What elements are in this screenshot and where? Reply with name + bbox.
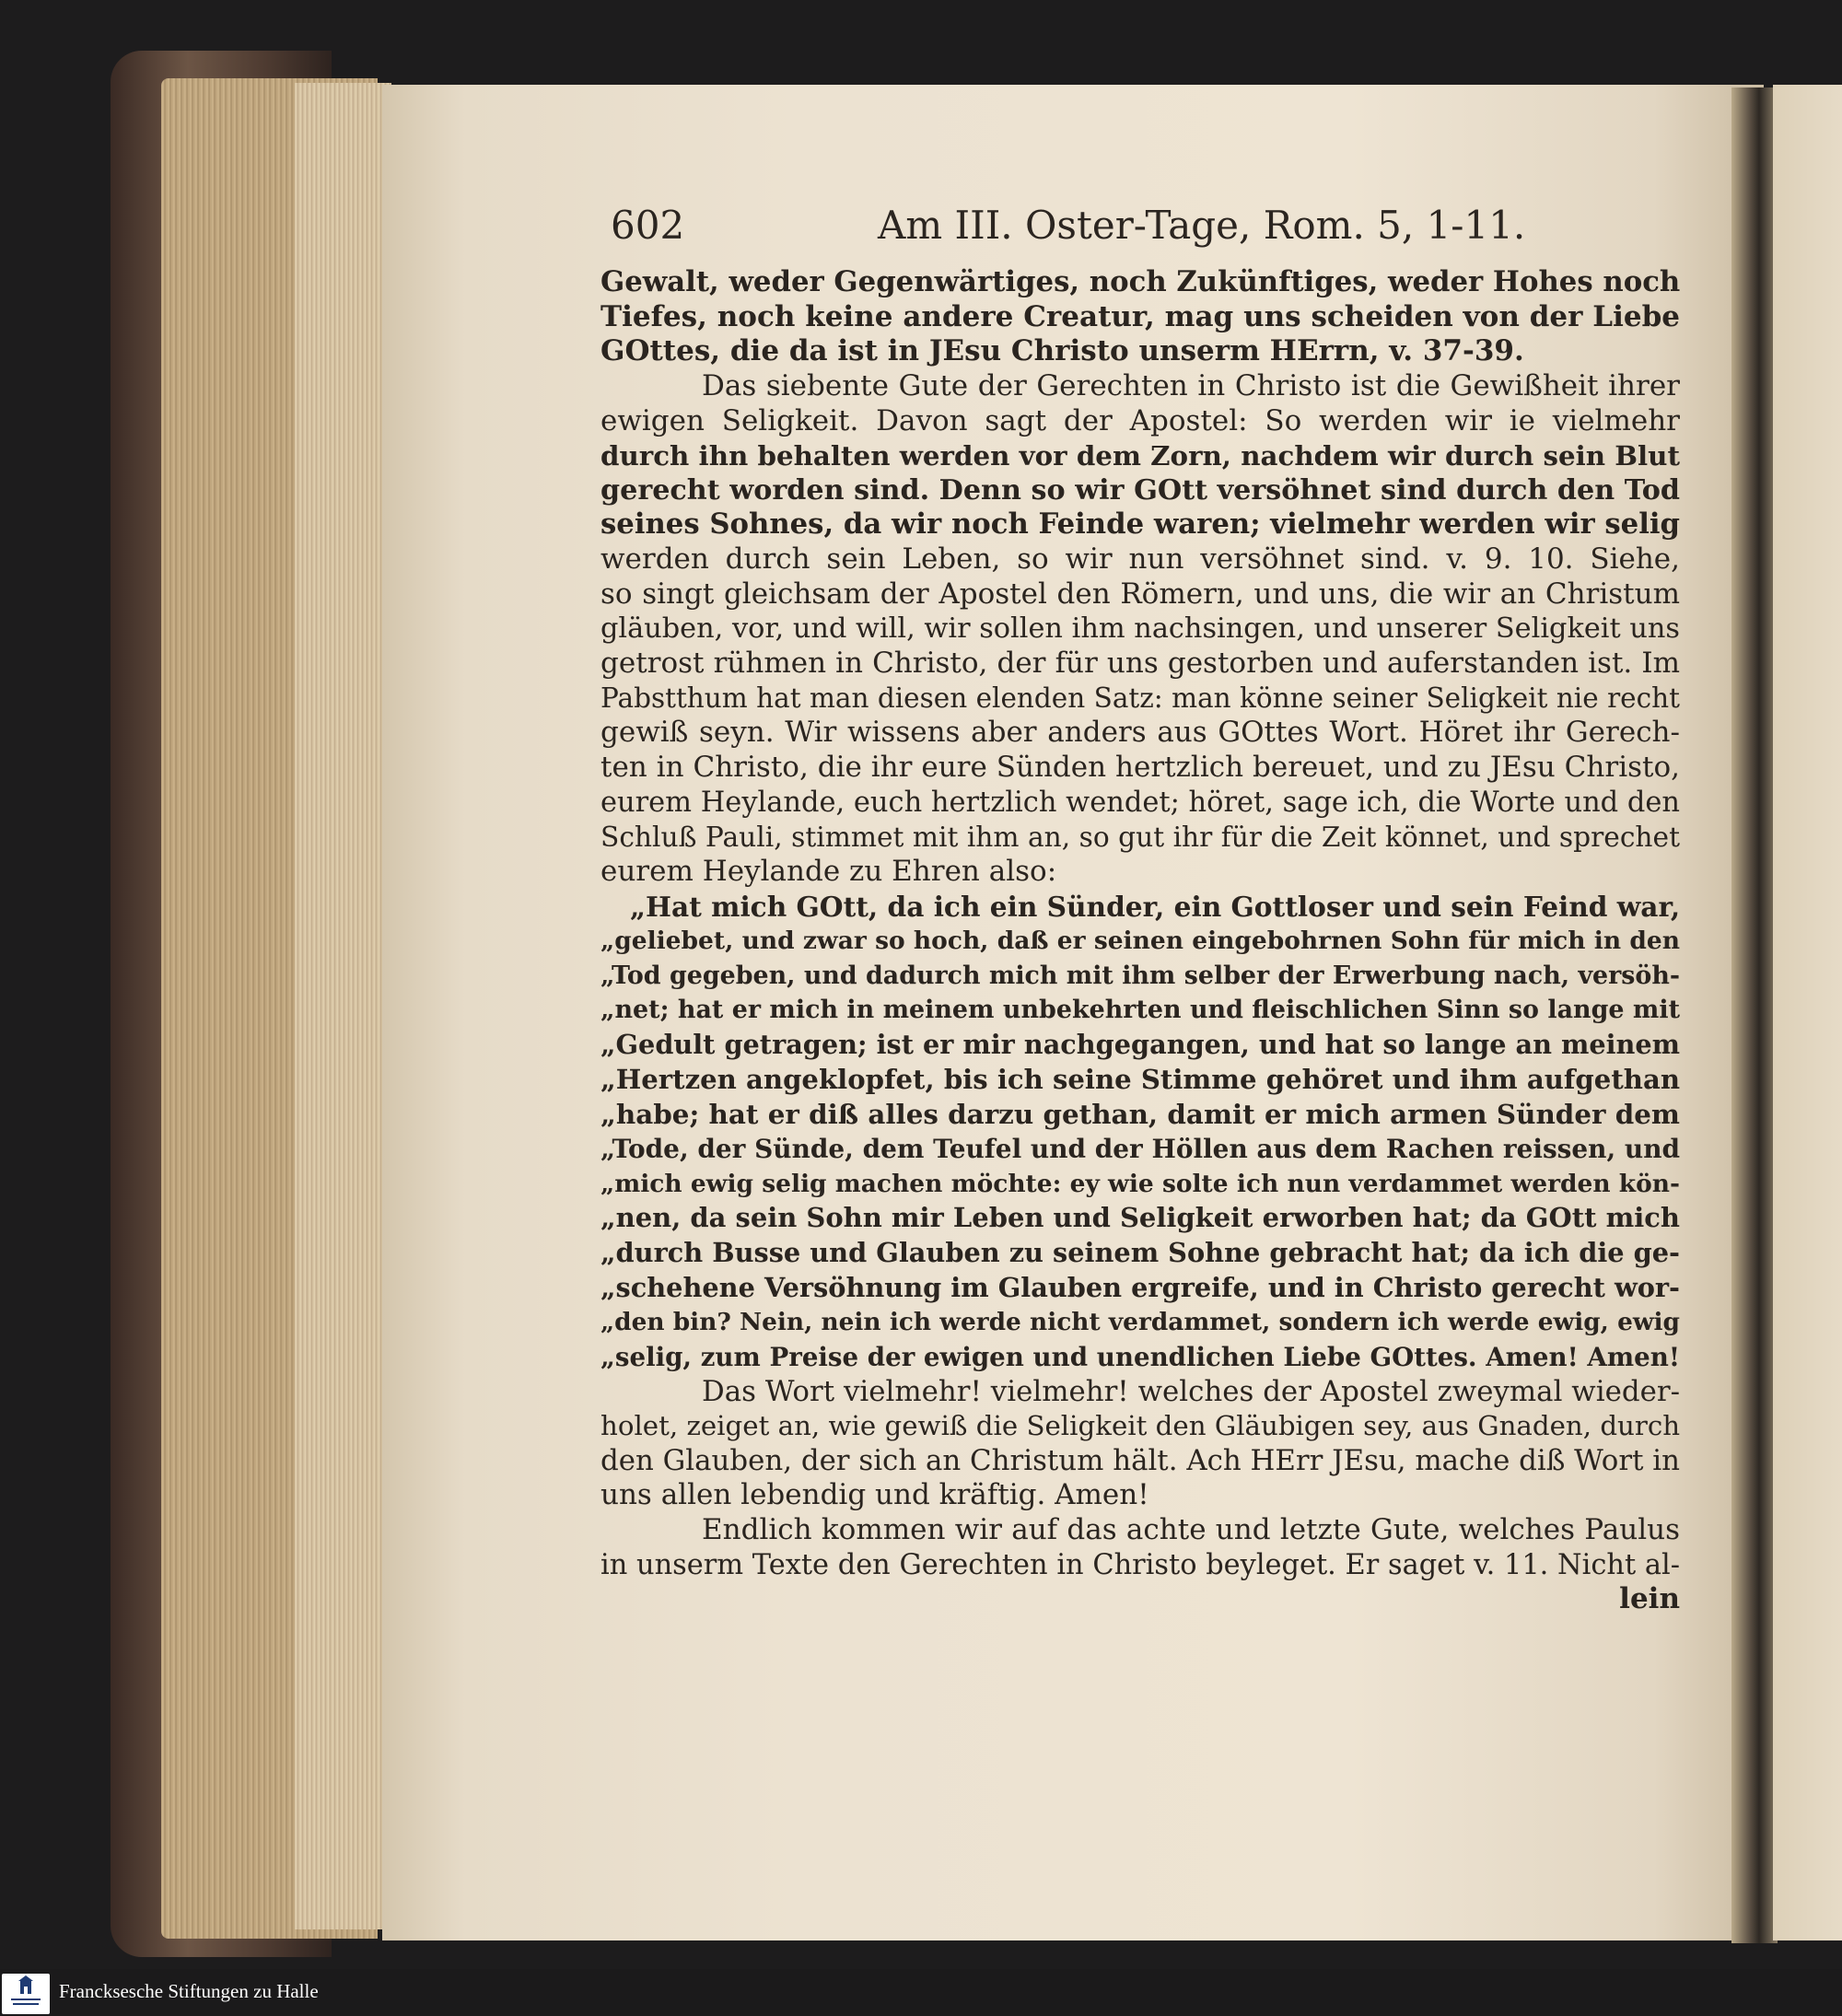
text-line: Schluß Pauli, stimmet mit ihm an, so gut ihr für die Zeit könnet, und sprechet xyxy=(600,821,1680,854)
viewer-footer xyxy=(0,1969,1842,2016)
quote-line: „schehene Versöhnung im Glauben ergreife, und in Christo gerecht wor- xyxy=(600,1271,1680,1303)
quote-line: „geliebet, und zwar so hoch, daß er seinen eingebohrnen Sohn für mich in den xyxy=(600,926,1680,956)
quote-line: „habe; hat er diß alles darzu gethan, damit er mich armen Sünder dem xyxy=(600,1098,1680,1131)
text-line: getrost rühmen in Christo, der für uns gestorben und auferstanden ist. Im xyxy=(600,647,1680,681)
text-line: Gewalt, weder Gegenwärtiges, noch Zukünftiges, weder Hohes noch xyxy=(600,265,1681,298)
text-line: eurem Heylande, euch hertzlich wendet; höret, sage ich, die Worte und den xyxy=(600,786,1680,819)
facing-page-edge xyxy=(1773,85,1842,1940)
catchword: lein xyxy=(1619,1582,1680,1616)
quote-line: „Tod gegeben, und dadurch mich mit ihm selber der Erwerbung nach, versöh- xyxy=(600,961,1680,990)
text-line: GOttes, die da ist in JEsu Christo unserm HErrn, v. 37-39. xyxy=(600,334,1524,368)
text-line: so singt gleichsam der Apostel den Römern, und uns, die wir an Christum xyxy=(600,577,1680,611)
text-line: eurem Heylande zu Ehren also: xyxy=(600,854,1057,888)
text-line: gläuben, vor, und will, wir sollen ihm nachsingen, und unserer Seligkeit uns xyxy=(600,612,1680,646)
text-line: den Glauben, der sich an Christum hält. Ach HErr JEsu, mache diß Wort in xyxy=(600,1443,1680,1477)
text-line: ten in Christo, die ihr eure Sünden hertzlich bereuet, und zu JEsu Christo, xyxy=(600,750,1680,784)
text-line: holet, zeiget an, wie gewiß die Seligkeit den Gläubigen sey, aus Gnaden, durch xyxy=(600,1410,1681,1442)
text-line: Das siebente Gute der Gerechten in Christo ist die Gewißheit ihrer xyxy=(702,368,1680,402)
footer-label: Francksesche Stiftungen zu Halle xyxy=(59,1980,319,2002)
text-line: werden durch sein Leben, so wir nun versöhnet sind. v. 9. 10. Siehe, xyxy=(600,542,1680,577)
text-line: gewiß seyn. Wir wissens aber anders aus GOttes Wort. Höret ihr Gerech- xyxy=(600,716,1680,750)
text-line: Das Wort vielmehr! vielmehr! welches der Apostel zweymal wieder- xyxy=(702,1374,1680,1408)
text-line: ewigen Seligkeit. Davon sagt der Apostel: So werden wir ie vielmehr xyxy=(600,403,1680,437)
page-header xyxy=(611,203,1526,251)
text-line: Endlich kommen wir auf das achte und letzte Gute, welches Paulus xyxy=(702,1513,1680,1547)
page-number: 602 xyxy=(611,203,685,248)
text-line: in unserm Texte den Gerechten in Christo beyleget. Er saget v. 11. Nicht al- xyxy=(600,1548,1680,1581)
text-line: seines Sohnes, da wir noch Feinde waren; vielmehr werden wir selig xyxy=(600,507,1680,542)
quote-line: „mich ewig selig machen möchte: ey wie solte ich nun verdammet werden kön- xyxy=(600,1169,1680,1198)
quote-line: „selig, zum Preise der ewigen und unendlichen Liebe GOttes. Amen! Amen! xyxy=(600,1341,1680,1372)
page-edges-inner xyxy=(295,83,391,1929)
quote-line: „Tode, der Sünde, dem Teufel und der Höllen aus dem Rachen reissen, und xyxy=(600,1134,1681,1165)
quote-line: „den bin? Nein, nein ich werde nicht verdammet, sondern ich werde ewig, ewig xyxy=(600,1308,1680,1337)
quote-line: „net; hat er mich in meinem unbekehrten und fleischlichen Sinn so lange mit xyxy=(600,996,1680,1025)
quote-line: „Gedult getragen; ist er mir nachgegangen, und hat so lange an meinem xyxy=(600,1029,1681,1061)
text-line: Pabstthum hat man diesen elenden Satz: man könne seiner Seligkeit nie recht xyxy=(600,682,1680,714)
text-line: uns allen lebendig und kräftig. Amen! xyxy=(600,1478,1149,1512)
quote-line: „Hat mich GOtt, da ich ein Sünder, ein Gottloser und sein Feind war, xyxy=(630,890,1681,923)
quote-line: „Hertzen angeklopfet, bis ich seine Stimme gehöret und ihm aufgethan xyxy=(600,1063,1680,1095)
quote-line: „durch Busse und Glauben zu seinem Sohne gebracht hat; da ich die ge- xyxy=(600,1236,1680,1268)
text-line: gerecht worden sind. Denn so wir GOtt versöhnet sind durch den Tod xyxy=(600,473,1680,507)
running-title: Am III. Oster-Tage, Rom. 5, 1-11. xyxy=(878,203,1526,248)
text-line: durch ihn behalten werden vor dem Zorn, nachdem wir durch sein Blut xyxy=(600,439,1680,472)
text-line: Tiefes, noch keine andere Creatur, mag uns scheiden von der Liebe xyxy=(600,299,1680,333)
quote-line: „nen, da sein Sohn mir Leben und Seligkeit erworben hat; da GOtt mich xyxy=(600,1202,1680,1234)
institution-logo-icon xyxy=(2,1974,50,2014)
body-text xyxy=(600,265,1680,1617)
book-gutter xyxy=(1731,87,1778,1943)
